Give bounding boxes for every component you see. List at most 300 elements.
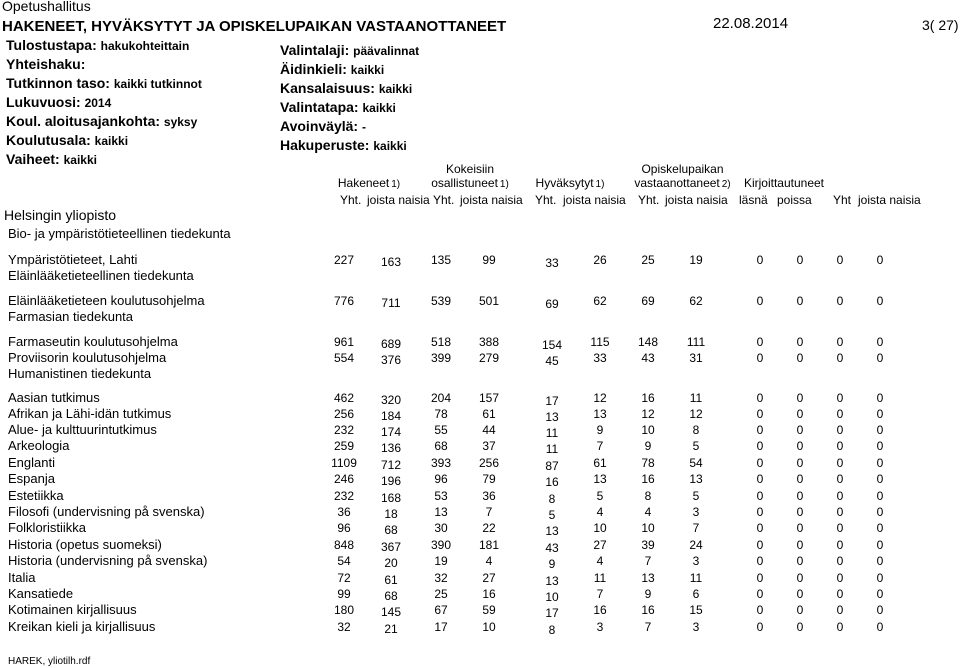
table-cell: 10 [545, 590, 559, 604]
table-cell: 0 [756, 489, 764, 503]
table-cell: 539 [430, 294, 452, 308]
column-header-vastaanottaneet [630, 162, 735, 192]
table-cell: 0 [876, 335, 884, 349]
table-cell: 7 [692, 521, 700, 535]
table-cell: 501 [478, 294, 500, 308]
table-cell: 9 [644, 587, 652, 601]
table-cell: 157 [478, 391, 500, 405]
table-cell: 0 [756, 554, 764, 568]
table-cell: 320 [380, 393, 402, 407]
table-cell: 32 [434, 571, 448, 585]
filter-value: päävalinnat [353, 44, 420, 58]
program-name: Ympäristötieteet, Lahti [8, 252, 138, 267]
table-cell: 72 [337, 571, 351, 585]
table-cell: 43 [545, 541, 559, 555]
table-cell: 0 [796, 620, 804, 634]
table-cell: 0 [836, 391, 844, 405]
table-cell: 16 [545, 475, 559, 489]
table-cell: 4 [596, 505, 604, 519]
table-cell: 0 [796, 538, 804, 552]
program-name: Farmaseutin koulutusohjelma [8, 334, 178, 349]
table-cell: 13 [545, 574, 559, 588]
table-cell: 11 [593, 571, 607, 585]
filter-label: Lukuvuosi: [6, 94, 81, 110]
filter-value: kaikki [63, 153, 97, 167]
table-cell: 27 [593, 538, 607, 552]
table-cell: 135 [430, 253, 452, 267]
filter-value: kaikki [378, 82, 413, 96]
table-cell: 19 [434, 554, 448, 568]
table-cell: 22 [482, 521, 496, 535]
filter-label: Avoinväylä: [280, 118, 359, 134]
table-cell: 7 [485, 505, 493, 519]
table-cell: 53 [434, 489, 448, 503]
table-cell: 0 [876, 294, 884, 308]
table-cell: 259 [333, 439, 355, 453]
table-cell: 393 [430, 456, 452, 470]
table-cell: 7 [596, 587, 604, 601]
subheader-joista-naisia: joista naisia [367, 193, 430, 207]
faculty-heading: Humanistinen tiedekunta [8, 366, 152, 381]
table-cell: 0 [756, 351, 764, 365]
filter-row [280, 60, 419, 79]
table-cell: 10 [593, 521, 607, 535]
filter-value: kaikki [362, 101, 396, 115]
table-cell: 0 [876, 620, 884, 634]
table-cell: 0 [756, 423, 764, 437]
table-cell: 0 [836, 620, 844, 634]
table-cell: 367 [380, 540, 402, 554]
program-name: Eläinlääketieteen koulutusohjelma [8, 293, 205, 308]
subheader-joista-naisia: joista naisia [858, 193, 921, 207]
program-name: Filosofi (undervisning på svenska) [8, 504, 205, 519]
table-cell: 31 [689, 351, 703, 365]
filter-value: kaikki [94, 134, 129, 148]
subheader-yht: Yht. [340, 193, 362, 207]
table-cell: 0 [796, 505, 804, 519]
faculty-heading: Farmasian tiedekunta [8, 309, 134, 324]
organization-name: Opetushallitus [2, 0, 91, 14]
report-title: HAKENEET, HYVÄKSYTYT JA OPISKELUPAIKAN VASTAANOTTANEET [2, 18, 507, 35]
table-cell: 21 [384, 622, 398, 636]
filter-value: kaikki tutkinnot [113, 77, 202, 91]
column-header-kirjoittautuneet [730, 176, 840, 192]
column-header-line1: Opiskelupaikan [641, 162, 724, 176]
table-cell: 43 [641, 351, 655, 365]
table-cell: 39 [641, 538, 655, 552]
filter-label: Koul. aloitusajankohta: [6, 113, 161, 129]
table-cell: 25 [641, 253, 655, 267]
table-cell: 9 [548, 557, 556, 571]
table-cell: 99 [482, 253, 496, 267]
filter-value: hakukohteittain [100, 39, 190, 53]
subheader-poissa: poissa [777, 193, 812, 207]
column-header-line2: osallistuneet [431, 176, 498, 190]
table-cell: 0 [756, 391, 764, 405]
filter-row [6, 93, 202, 112]
table-cell: 33 [593, 351, 607, 365]
table-cell: 68 [384, 523, 398, 537]
footer-source: HAREK, yliotilh.rdf [8, 656, 91, 667]
table-cell: 0 [796, 587, 804, 601]
table-cell: 0 [796, 407, 804, 421]
table-cell: 11 [545, 426, 559, 440]
table-cell: 11 [545, 442, 559, 456]
table-cell: 67 [434, 603, 448, 617]
filter-row [6, 74, 202, 93]
table-cell: 1109 [331, 456, 357, 470]
table-cell: 204 [430, 391, 452, 405]
subheader-joista-naisia: joista naisia [460, 193, 523, 207]
table-cell: 0 [756, 505, 764, 519]
table-cell: 13 [545, 410, 559, 424]
table-cell: 462 [333, 391, 355, 405]
subheader-yht: Yht. [535, 193, 557, 207]
table-cell: 145 [380, 605, 402, 619]
program-name: Proviisorin koulutusohjelma [8, 350, 167, 365]
table-cell: 711 [381, 296, 401, 310]
filter-label: Tulostustapa: [6, 37, 97, 53]
table-cell: 8 [692, 423, 700, 437]
table-cell: 7 [644, 620, 652, 634]
table-cell: 0 [836, 472, 844, 486]
program-name: Folkloristiikka [8, 520, 87, 535]
table-cell: 62 [689, 294, 703, 308]
program-name: Historia (undervisning på svenska) [8, 553, 208, 568]
table-cell: 279 [478, 351, 500, 365]
filter-label: Koulutusala: [6, 132, 91, 148]
table-cell: 13 [593, 472, 607, 486]
table-cell: 0 [876, 351, 884, 365]
table-cell: 554 [333, 351, 355, 365]
table-cell: 0 [796, 456, 804, 470]
table-cell: 3 [692, 505, 700, 519]
table-cell: 78 [641, 456, 655, 470]
table-cell: 0 [836, 538, 844, 552]
table-cell: 0 [796, 603, 804, 617]
column-header-hyvaksytyt [530, 176, 610, 192]
program-name: Aasian tutkimus [8, 390, 100, 405]
filter-label: Kansalaisuus: [280, 80, 375, 96]
table-cell: 9 [596, 423, 604, 437]
table-cell: 0 [876, 489, 884, 503]
table-cell: 0 [796, 472, 804, 486]
table-cell: 184 [380, 409, 402, 423]
table-cell: 0 [876, 472, 884, 486]
table-cell: 61 [482, 407, 496, 421]
table-cell: 136 [380, 441, 402, 455]
table-cell: 19 [689, 253, 703, 267]
table-cell: 0 [876, 253, 884, 267]
table-cell: 4 [485, 554, 493, 568]
table-cell: 0 [876, 587, 884, 601]
table-cell: 16 [641, 391, 655, 405]
program-name: Historia (opetus suomeksi) [8, 537, 162, 552]
table-cell: 16 [641, 472, 655, 486]
table-cell: 13 [434, 505, 448, 519]
column-note: 2) [721, 179, 731, 190]
program-name: Alue- ja kulttuurintutkimus [8, 422, 157, 437]
table-cell: 15 [689, 603, 703, 617]
table-cell: 0 [836, 554, 844, 568]
table-cell: 227 [333, 253, 355, 267]
filter-label: Hakuperuste: [280, 137, 370, 153]
table-cell: 12 [689, 407, 703, 421]
table-cell: 246 [333, 472, 355, 486]
table-cell: 0 [756, 253, 764, 267]
table-cell: 0 [876, 571, 884, 585]
table-cell: 376 [380, 353, 402, 367]
filter-row [6, 131, 202, 150]
program-name: Afrikan ja Lähi-idän tutkimus [8, 406, 172, 421]
table-cell: 18 [384, 507, 398, 521]
column-header-kokeisiin [425, 162, 515, 192]
table-cell: 0 [756, 571, 764, 585]
table-cell: 0 [756, 603, 764, 617]
university-name: Helsingin yliopisto [4, 207, 117, 223]
table-cell: 69 [641, 294, 655, 308]
table-cell: 0 [876, 391, 884, 405]
table-cell: 0 [756, 521, 764, 535]
filter-label: Valintatapa: [280, 99, 359, 115]
table-cell: 256 [333, 407, 355, 421]
table-cell: 0 [836, 439, 844, 453]
table-cell: 0 [876, 603, 884, 617]
table-cell: 961 [333, 335, 355, 349]
table-cell: 96 [337, 521, 351, 535]
table-cell: 0 [796, 571, 804, 585]
table-cell: 0 [796, 351, 804, 365]
table-cell: 25 [434, 587, 448, 601]
filters-left [6, 36, 202, 169]
filter-label: Äidinkieli: [280, 61, 347, 77]
table-cell: 10 [641, 521, 655, 535]
table-cell: 32 [337, 620, 351, 634]
table-cell: 5 [692, 489, 700, 503]
table-cell: 0 [756, 456, 764, 470]
table-cell: 689 [380, 337, 402, 351]
column-header-line2: Hyväksytyt [535, 176, 594, 190]
table-cell: 0 [756, 335, 764, 349]
filter-value: syksy [163, 115, 198, 129]
program-name: Englanti [8, 455, 55, 470]
table-cell: 0 [836, 603, 844, 617]
table-cell: 20 [384, 556, 398, 570]
table-cell: 45 [545, 354, 559, 368]
table-cell: 0 [756, 294, 764, 308]
table-cell: 0 [836, 407, 844, 421]
table-cell: 232 [333, 423, 355, 437]
table-cell: 0 [756, 439, 764, 453]
program-name: Kotimainen kirjallisuus [8, 602, 137, 617]
table-cell: 16 [641, 603, 655, 617]
table-cell: 68 [434, 439, 448, 453]
table-cell: 399 [430, 351, 452, 365]
filter-row [280, 98, 419, 117]
filter-row [280, 136, 419, 155]
table-cell: 0 [836, 571, 844, 585]
table-cell: 181 [478, 538, 500, 552]
table-cell: 13 [689, 472, 703, 486]
table-cell: 9 [644, 439, 652, 453]
table-cell: 33 [545, 256, 559, 270]
table-cell: 232 [333, 489, 355, 503]
table-cell: 6 [692, 587, 700, 601]
subheader-yht: Yht. [433, 193, 455, 207]
table-cell: 55 [434, 423, 448, 437]
filter-label: Valintalaji: [280, 42, 350, 58]
column-note: 1) [391, 179, 401, 190]
table-cell: 0 [796, 253, 804, 267]
subheader-yht: Yht [833, 193, 852, 207]
table-cell: 44 [482, 423, 496, 437]
table-cell: 61 [593, 456, 607, 470]
table-cell: 79 [482, 472, 496, 486]
faculty-heading: Bio- ja ympäristötieteellinen tiedekunta [8, 226, 231, 241]
table-cell: 99 [337, 587, 351, 601]
table-cell: 196 [380, 474, 402, 488]
table-cell: 3 [692, 554, 700, 568]
table-cell: 11 [689, 571, 703, 585]
table-cell: 12 [641, 407, 655, 421]
table-cell: 30 [434, 521, 448, 535]
program-name: Estetiikka [8, 488, 64, 503]
filter-value: - [361, 120, 366, 134]
table-cell: 0 [796, 439, 804, 453]
program-name: Espanja [8, 471, 55, 486]
table-cell: 180 [333, 603, 355, 617]
filter-label: Tutkinnon taso: [6, 75, 110, 91]
table-cell: 0 [796, 489, 804, 503]
table-cell: 0 [796, 335, 804, 349]
table-cell: 115 [590, 335, 610, 349]
table-cell: 54 [337, 554, 351, 568]
table-cell: 13 [545, 524, 559, 538]
column-header-line2: Kirjoittautuneet [743, 176, 825, 190]
filter-label: Vaiheet: [6, 151, 60, 167]
table-cell: 11 [689, 391, 703, 405]
table-cell: 7 [644, 554, 652, 568]
table-cell: 0 [796, 554, 804, 568]
table-cell: 388 [478, 335, 500, 349]
table-cell: 54 [689, 456, 703, 470]
program-name: Kreikan kieli ja kirjallisuus [8, 619, 156, 634]
table-cell: 78 [434, 407, 448, 421]
table-cell: 0 [876, 521, 884, 535]
subheader-yht: Yht. [638, 193, 660, 207]
table-cell: 16 [482, 587, 496, 601]
filter-label: Yhteishaku: [6, 56, 86, 72]
filter-row [6, 150, 202, 169]
filter-row [280, 79, 419, 98]
table-cell: 62 [593, 294, 607, 308]
table-cell: 4 [644, 505, 652, 519]
filter-row [280, 41, 419, 60]
table-cell: 0 [756, 538, 764, 552]
table-cell: 0 [876, 538, 884, 552]
table-cell: 168 [380, 491, 402, 505]
table-cell: 27 [482, 571, 496, 585]
table-cell: 69 [545, 297, 559, 311]
table-cell: 0 [876, 505, 884, 519]
table-cell: 10 [482, 620, 496, 634]
table-cell: 712 [380, 458, 402, 472]
table-cell: 17 [434, 620, 448, 634]
subheader-lasna: läsnä [739, 193, 768, 207]
table-cell: 0 [876, 423, 884, 437]
column-header-line1: Kokeisiin [445, 162, 495, 176]
table-cell: 7 [596, 439, 604, 453]
filter-row [6, 55, 202, 74]
table-cell: 111 [686, 335, 706, 349]
table-cell: 0 [876, 407, 884, 421]
table-cell: 17 [545, 394, 559, 408]
table-cell: 24 [689, 538, 703, 552]
table-cell: 0 [796, 294, 804, 308]
filter-row [6, 112, 202, 131]
table-cell: 0 [836, 335, 844, 349]
table-cell: 8 [548, 623, 556, 637]
table-cell: 0 [836, 294, 844, 308]
table-cell: 0 [796, 391, 804, 405]
subheader-joista-naisia: joista naisia [665, 193, 728, 207]
table-cell: 5 [692, 439, 700, 453]
table-cell: 5 [548, 508, 556, 522]
table-cell: 776 [333, 294, 355, 308]
column-header-line2: Hakeneet [337, 176, 390, 190]
filter-row [280, 117, 419, 136]
table-cell: 13 [593, 407, 607, 421]
column-header-line2: vastaanottaneet [634, 176, 720, 190]
table-cell: 36 [482, 489, 496, 503]
table-cell: 154 [541, 338, 563, 352]
table-cell: 0 [756, 587, 764, 601]
table-cell: 68 [384, 589, 398, 603]
table-cell: 0 [796, 521, 804, 535]
page-number: 3( 27) [922, 17, 959, 33]
table-cell: 0 [836, 521, 844, 535]
table-cell: 36 [337, 505, 351, 519]
table-cell: 0 [836, 351, 844, 365]
table-cell: 96 [434, 472, 448, 486]
table-cell: 8 [644, 489, 652, 503]
table-cell: 174 [380, 425, 402, 439]
program-name: Arkeologia [8, 438, 70, 453]
column-header-hakeneet [334, 176, 404, 192]
table-cell: 26 [593, 253, 607, 267]
table-cell: 3 [692, 620, 700, 634]
column-note: 1) [595, 179, 605, 190]
filter-value: kaikki [350, 63, 385, 77]
table-cell: 12 [593, 391, 607, 405]
table-cell: 0 [876, 456, 884, 470]
table-cell: 256 [478, 456, 500, 470]
table-cell: 37 [482, 439, 496, 453]
table-cell: 16 [593, 603, 607, 617]
table-cell: 4 [596, 554, 604, 568]
table-cell: 13 [641, 571, 655, 585]
table-cell: 5 [596, 489, 604, 503]
table-cell: 848 [333, 538, 355, 552]
table-cell: 0 [836, 587, 844, 601]
subheader-joista-naisia: joista naisia [563, 193, 626, 207]
table-cell: 17 [545, 606, 559, 620]
filter-value: 2014 [84, 96, 112, 110]
table-cell: 0 [836, 505, 844, 519]
table-cell: 0 [756, 407, 764, 421]
table-cell: 0 [756, 620, 764, 634]
filter-row [6, 36, 202, 55]
